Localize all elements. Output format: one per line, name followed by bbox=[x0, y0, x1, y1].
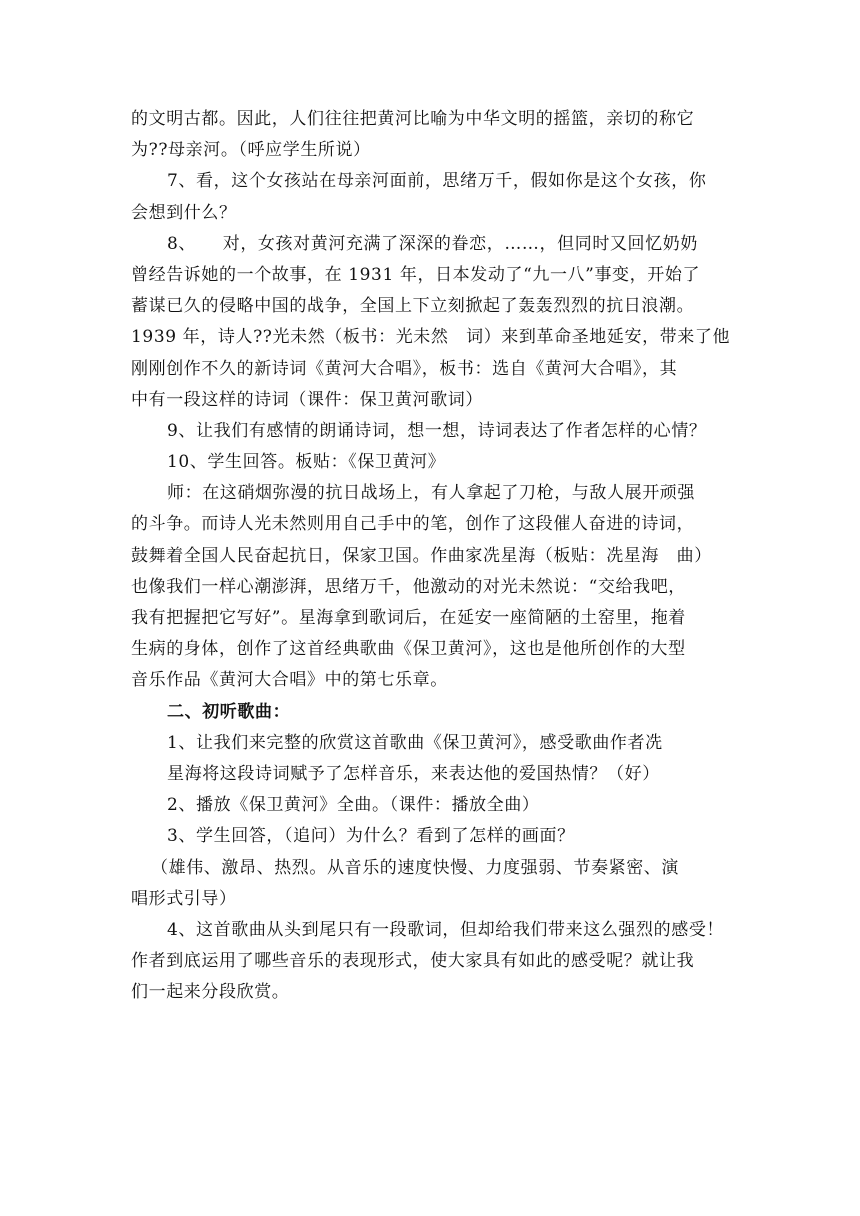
text-line-15: 鼓舞着全国人民奋起抗日，保家卫国。作曲家冼星海（板贴：冼星海 曲） bbox=[131, 545, 712, 566]
text-line-19: 音乐作品《黄河大合唱》中的第七乐章。 bbox=[131, 670, 448, 691]
text-line-21: 1、让我们来完整的欣赏这首歌曲《保卫黄河》，感受歌曲作者冼 bbox=[167, 732, 663, 753]
section-heading: 二、初听歌曲： bbox=[167, 701, 291, 722]
text-line-17: 我有把握把它写好”。星海拿到歌词后，在延安一座简陋的土窑里，拖着 bbox=[131, 608, 686, 628]
text-line-9: 刚刚创作不久的新诗词《黄河大合唱》，板书：选自《黄河大合唱》，其 bbox=[131, 358, 678, 379]
text-line-23: 2、播放《保卫黄河》全曲。（课件：播放全曲） bbox=[167, 795, 540, 816]
text-line-1: 的文明古都。因此，人们往往把黄河比喻为中华文明的摇篮，亲切的称它 bbox=[131, 109, 695, 129]
text-line-11: 9、让我们有感情的朗诵诗词，想一想，诗词表达了作者怎样的心情？ bbox=[167, 420, 707, 441]
text-line-2: 为??母亲河。（呼应学生所说） bbox=[131, 140, 371, 161]
text-line-4: 会想到什么？ bbox=[131, 202, 237, 223]
text-line-27: 4、这首歌曲从头到尾只有一段歌词，但却给我们带来这么强烈的感受！ bbox=[167, 919, 725, 940]
text-line-6: 曾经告诉她的一个故事，在 1931 年，日本发动了“九一八”事变，开始了 bbox=[131, 264, 701, 285]
text-line-22: 星海将这段诗词赋予了怎样音乐，来表达他的爱国热情？（好） bbox=[167, 763, 660, 784]
text-line-10: 中有一段这样的诗词（课件：保卫黄河歌词） bbox=[131, 389, 483, 410]
text-line-29: 们一起来分段欣赏。 bbox=[131, 982, 290, 1003]
text-line-14: 的斗争。而诗人光未然则用自己手中的笔，创作了这段催人奋进的诗词， bbox=[131, 514, 695, 535]
text-line-8: 1939 年，诗人??光未然（板书：光未然 词）来到革命圣地延安，带来了他 bbox=[131, 327, 731, 348]
text-line-26: 唱形式引导） bbox=[131, 888, 237, 909]
text-line-16: 也像我们一样心潮澎湃，思绪万千，他激动的对光未然说：“交给我吧， bbox=[131, 576, 686, 597]
text-line-5: 8、 对，女孩对黄河充满了深深的眷恋，……，但同时又回忆奶奶 bbox=[167, 233, 698, 254]
text-line-12: 10、学生回答。板贴：《保卫黄河》 bbox=[167, 452, 446, 473]
document-page bbox=[131, 104, 731, 1008]
text-line-7: 蓄谋已久的侵略中国的战争，全国上下立刻掀起了轰轰烈烈的抗日浪潮。 bbox=[131, 296, 695, 317]
text-line-13: 师：在这硝烟弥漫的抗日战场上，有人拿起了刀枪，与敌人展开顽强 bbox=[167, 483, 695, 504]
text-line-3: 7、看，这个女孩站在母亲河面前，思绪万千，假如你是这个女孩，你 bbox=[167, 171, 707, 192]
text-line-24: 3、学生回答，（追问）为什么？看到了怎样的画面？ bbox=[167, 826, 575, 847]
text-line-18: 生病的身体，创作了这首经典歌曲《保卫黄河》，这也是他所创作的大型 bbox=[131, 639, 686, 660]
text-line-28: 作者到底运用了哪些音乐的表现形式，使大家具有如此的感受呢？就让我 bbox=[131, 951, 695, 972]
text-line-25: （雄伟、激昂、热烈。从音乐的速度快慢、力度强弱、节奏紧密、演 bbox=[151, 857, 679, 878]
